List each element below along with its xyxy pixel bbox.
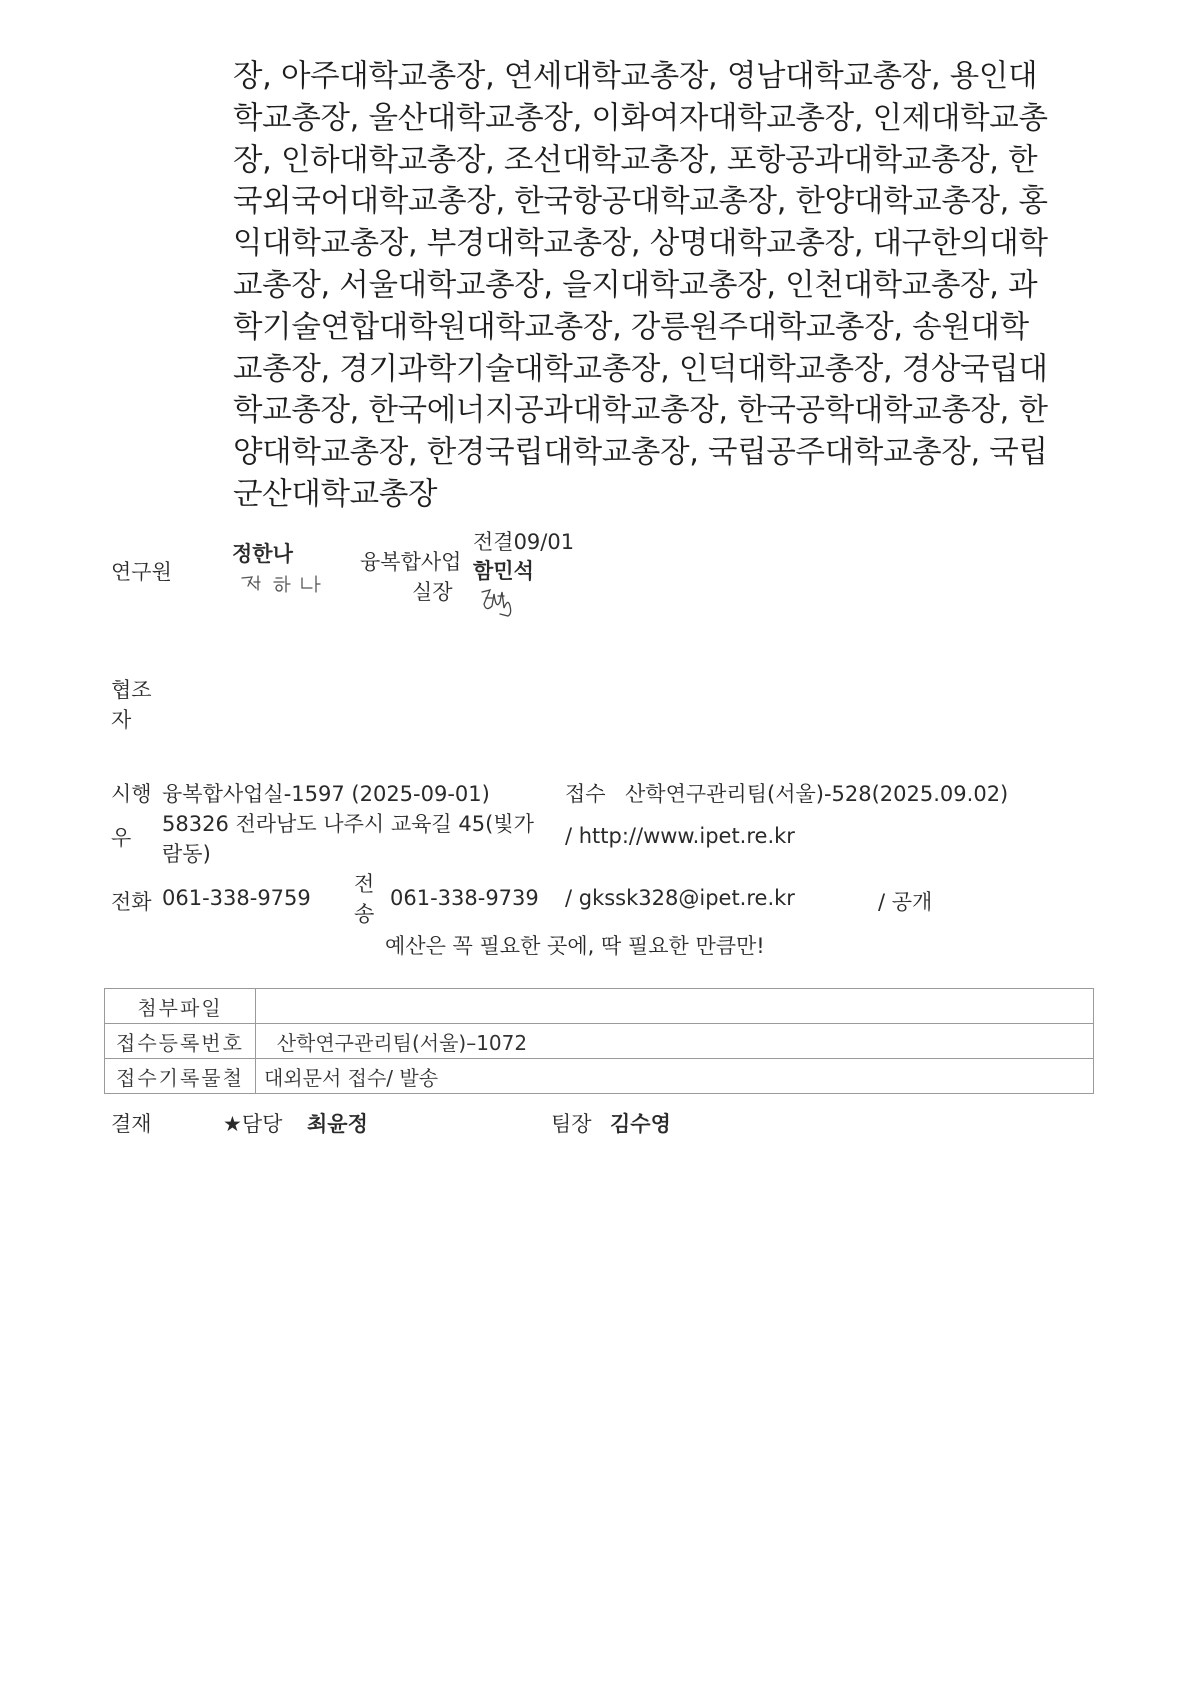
attachment-key: 첨부파일 [105,989,256,1024]
charge-name: 최윤정 [307,1112,368,1136]
slogan: 예산은 꼭 필요한 곳에, 딱 필요한 만큼만! [385,934,765,958]
record-folder-key: 접수기록물철 [105,1059,256,1094]
disclosure-status: / 공개 [878,890,933,914]
cooperator-label-1: 협조 [111,678,152,702]
leader-label: 팀장 [551,1112,592,1136]
record-folder-value: 대외문서 접수/ 발송 [256,1059,1094,1094]
homepage-link[interactable]: / http://www.ipet.re.kr [565,824,795,848]
settlement-label: 결재 [111,1112,152,1136]
address-line2: 람동) [162,842,211,866]
postal-label: 우 [111,826,132,850]
table-row [105,989,1094,1024]
registration-number-key: 접수등록번호 [105,1024,256,1059]
recipients-line: 학교총장, 울산대학교총장, 이화여자대학교총장, 인제대학교총 [233,100,1048,136]
recipients-list [233,56,1073,516]
recipients-line: 학교총장, 한국에너지공과대학교총장, 한국공학대학교총장, 한 [233,393,1048,429]
approve-note: 전결09/01 [473,530,575,554]
recipients-line: 교총장, 경기과학기술대학교총장, 인덕대학교총장, 경상국립대 [233,351,1048,387]
approver-signature [478,584,520,620]
recipients-line: 양대학교총장, 한경국립대학교총장, 국립공주대학교총장, 국립 [233,435,1048,471]
address-line1: 58326 전라남도 나주시 교육길 45(빛가 [162,812,534,836]
researcher-label: 연구원 [111,560,172,584]
attachment-table [104,988,1094,1094]
department-line1: 융복합사업 [360,550,462,574]
recipients-line: 군산대학교총장 [233,476,438,512]
leader-name: 김수영 [610,1112,671,1136]
recipients-line: 교총장, 서울대학교총장, 을지대학교총장, 인천대학교총장, 과 [233,267,1038,303]
researcher-signature [240,572,330,598]
fax-label-2: 송 [354,902,375,926]
table-row [105,1059,1094,1094]
registration-number-value: 산학연구관리팀(서울)–1072 [256,1024,1094,1059]
enforce-value: 융복합사업실-1597 (2025-09-01) [162,782,490,806]
researcher-name: 정한나 [232,542,293,566]
department-line2: 실장 [412,580,453,604]
attachment-value [256,989,1094,1024]
fax-label-1: 전 [354,872,375,896]
recipients-line: 국외국어대학교총장, 한국항공대학교총장, 한양대학교총장, 홍 [233,184,1048,220]
receipt-label: 접수 [565,782,606,806]
recipients-line: 익대학교총장, 부경대학교총장, 상명대학교총장, 대구한의대학 [233,226,1048,262]
fax-value: 061-338-9739 [390,886,539,910]
receipt-value: 산학연구관리팀(서울)-528(2025.09.02) [625,782,1009,806]
approver-name: 함민석 [473,559,534,583]
enforce-label: 시행 [111,782,152,806]
cooperator-label-2: 자 [111,708,132,732]
recipients-line: 장, 아주대학교총장, 연세대학교총장, 영남대학교총장, 용인대 [233,59,1038,94]
phone-value: 061-338-9759 [162,886,311,910]
email-link[interactable]: / gkssk328@ipet.re.kr [565,886,795,910]
recipients-line: 학기술연합대학원대학교총장, 강릉원주대학교총장, 송원대학 [233,309,1029,345]
table-row [105,1024,1094,1059]
phone-label: 전화 [111,890,152,914]
recipients-line: 장, 인하대학교총장, 조선대학교총장, 포항공과대학교총장, 한 [233,142,1038,178]
charge-label: ★담당 [223,1112,283,1136]
